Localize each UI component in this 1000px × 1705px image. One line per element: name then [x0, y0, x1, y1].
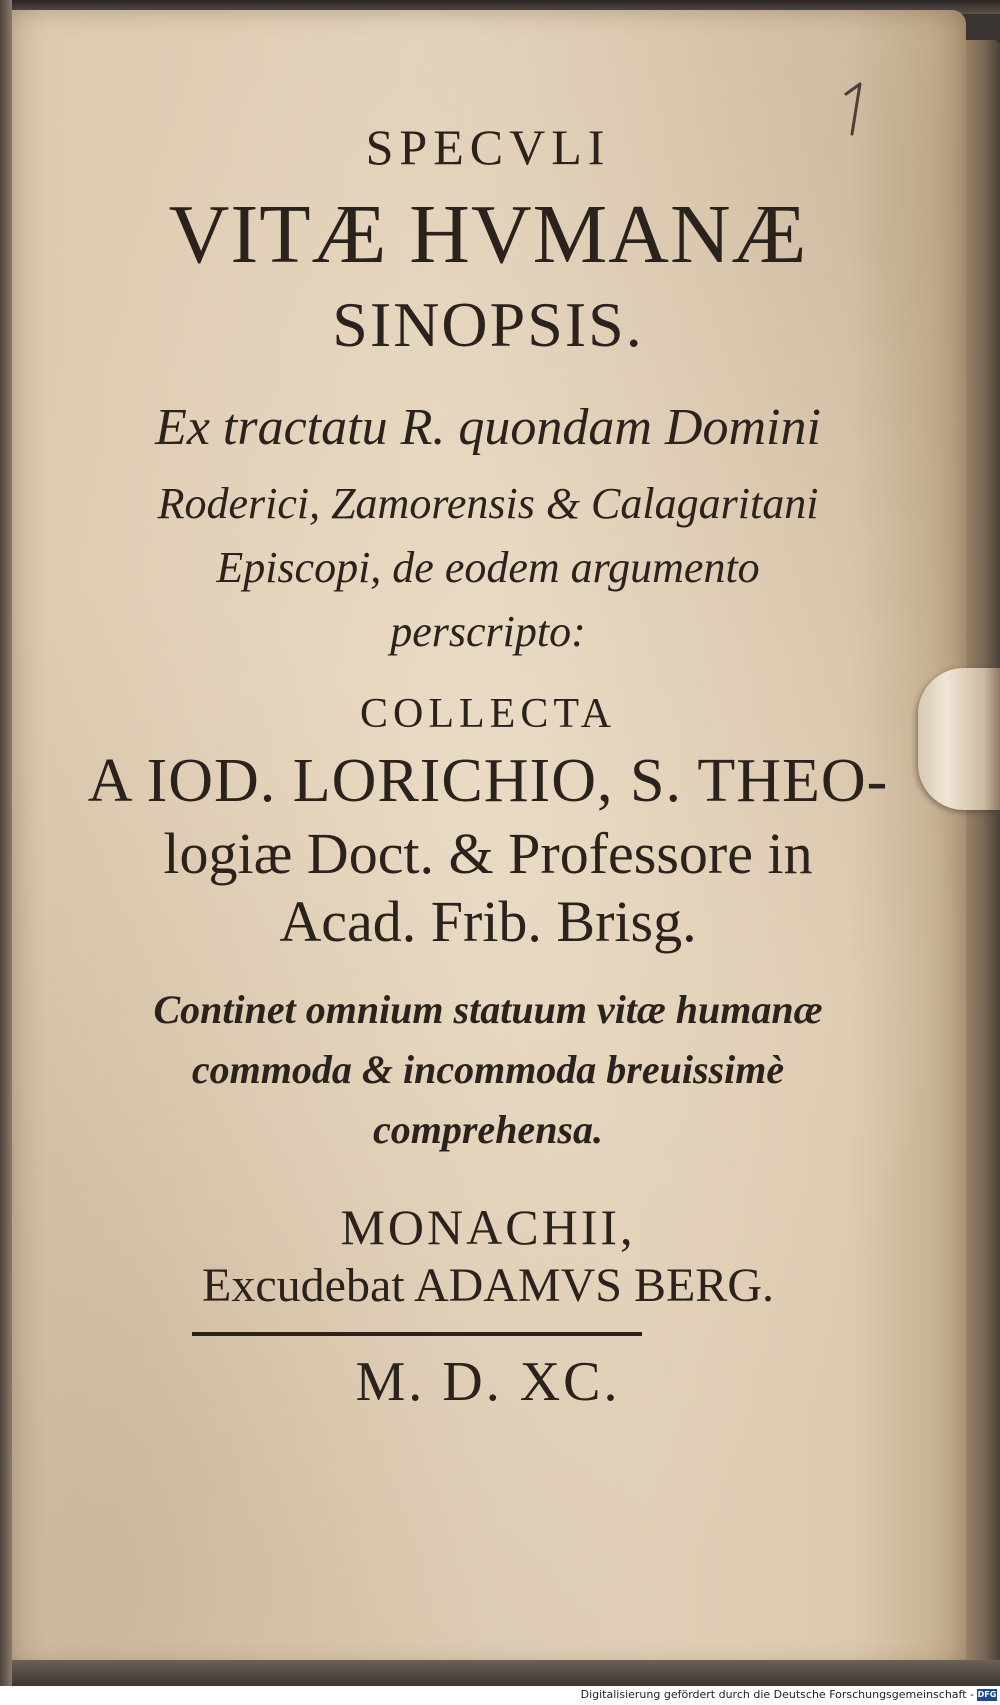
book-bottom-edge — [0, 1660, 1000, 1686]
imprint-printer: Excudebat ADAMVS BERG. — [202, 1259, 774, 1312]
title-line-1: SPECVLI — [365, 119, 611, 175]
book-spine-edge — [0, 0, 12, 1705]
digitization-footer — [0, 1686, 1000, 1705]
imprint-year: M. D. XC. — [355, 1351, 621, 1413]
subtitle-line-3: Episcopi, de eodem argumento — [216, 543, 760, 592]
subtitle-line-1: Ex tractatu R. quondam Domini — [155, 399, 821, 456]
title-line-3: SINOPSIS. — [332, 289, 644, 360]
contents-line-2: commoda & incommoda breuissimè — [191, 1047, 785, 1092]
title-page — [8, 10, 966, 1668]
contents-line-3: comprehensa. — [373, 1107, 603, 1152]
dfg-logo-icon: DFG — [977, 1690, 997, 1699]
handwritten-folio-mark — [840, 80, 866, 138]
title-line-2: VITÆ HVMANÆ — [168, 188, 808, 281]
author-line-3: Acad. Frib. Brisg. — [279, 889, 697, 954]
subtitle-line-2: Roderici, Zamorensis & Calagaritani — [157, 479, 819, 528]
subtitle-line-4: perscripto: — [390, 607, 586, 656]
imprint-rule — [192, 1332, 642, 1336]
imprint-place: MONACHII, — [340, 1199, 636, 1255]
author-line-1: A IOD. LORICHIO, S. THEO- — [87, 747, 889, 815]
footer-credit: Digitalisierung gefördert durch die Deutsche Forschungsgemeinschaft - — [580, 1688, 974, 1701]
contents-line-1: Continet omnium statuum vitæ humanæ — [153, 987, 823, 1032]
collecta-heading: COLLECTA — [360, 691, 616, 737]
book-clasp — [918, 668, 1000, 810]
author-line-2: logiæ Doct. & Professore in — [163, 821, 813, 886]
